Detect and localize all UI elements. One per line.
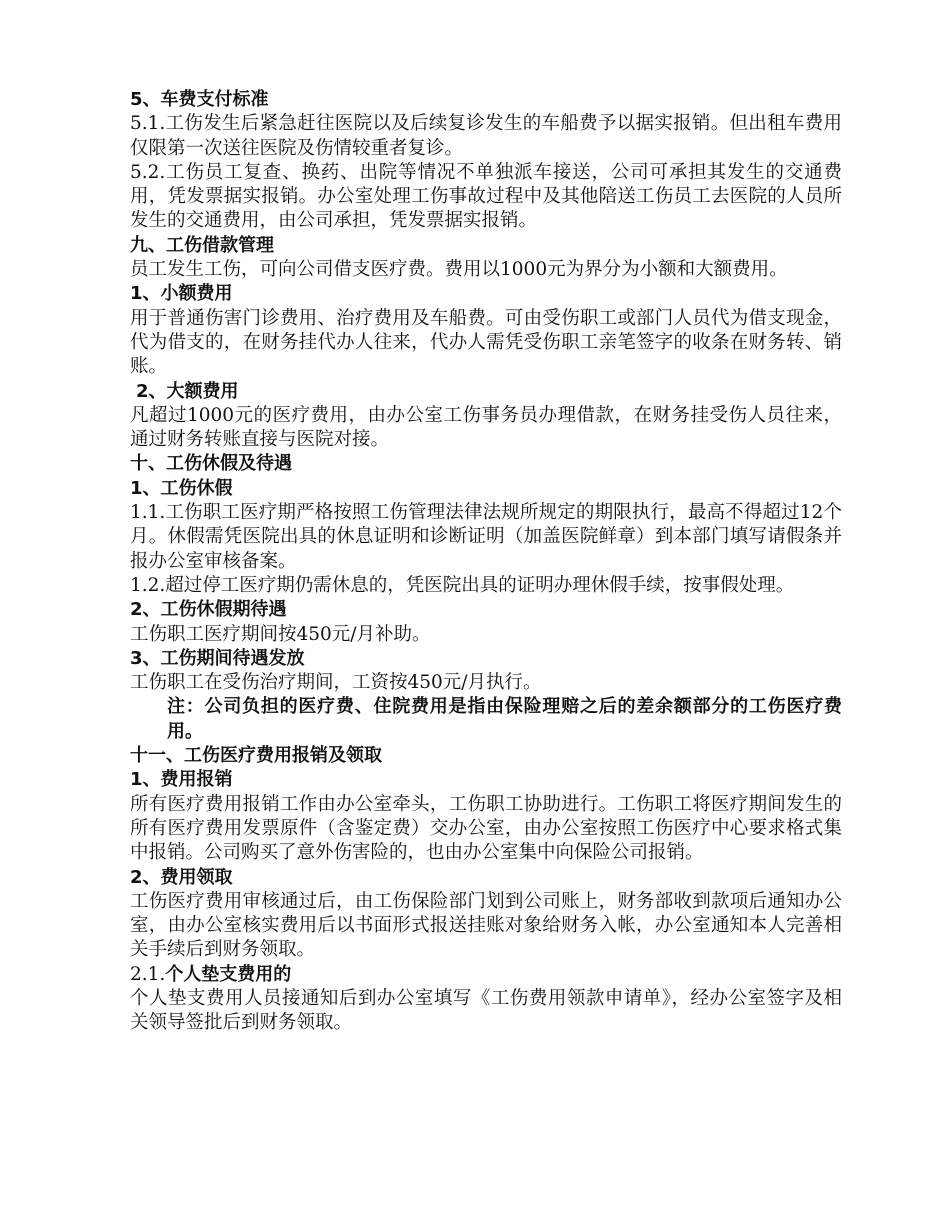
- section-heading: 九、工伤借款管理: [130, 234, 274, 256]
- body-paragraph: 员工发生工伤，可向公司借支医疗费。费用以1000元为界分为小额和大额费用。: [130, 259, 788, 281]
- body-paragraph: 5.1.工伤发生后紧急赶往医院以及后续复诊发生的车船费予以据实报销。但出租车费用仅限第一次送往医院及伤情较重者复诊。: [130, 113, 842, 159]
- body-paragraph: 工伤医疗费用审核通过后，由工伤保险部门划到公司账上，财务部收到款项后通知办公室，由办公室核实费用后以书面形式报送挂账对象给财务入帐，办公室通知本人完善相关手续后到财务领取。: [130, 890, 842, 961]
- body-paragraph: 工伤职工医疗期间按450元/月补助。: [130, 623, 431, 645]
- subsection-title: 个人垫支费用的: [165, 963, 292, 985]
- section-heading: 1、工伤休假: [130, 477, 233, 499]
- body-paragraph: 凡超过1000元的医疗费用，由办公室工伤事务员办理借款，在财务挂受伤人员往来，通过财务转账直接与医院对接。: [130, 404, 842, 451]
- section-heading: 2、大额费用: [136, 380, 239, 402]
- body-paragraph: 所有医疗费用报销工作由办公室牵头，工伤职工协助进行。工伤职工将医疗期间发生的所有医疗费用发票原件（含鉴定费）交办公室，由办公室按照工伤医疗中心要求格式集中报销。公司购买了意外伤害险的，也由办公室集中向保险公司报销。: [130, 793, 842, 864]
- body-paragraph: 1.1.工伤职工医疗期严格按照工伤管理法律法规所规定的期限执行，最高不得超过12个月。休假需凭医院出具的休息证明和诊断证明（加盖医院鲜章）到本部门填写请假条并报办公室审核备案。: [130, 502, 842, 572]
- section-heading: 5、车费支付标准: [130, 89, 269, 110]
- body-paragraph: 5.2.工伤员工复查、换药、出院等情况不单独派车接送，公司可承担其发生的交通费用，凭发票据实报销。办公室处理工伤事故过程中及其他陪送工伤员工去医院的人员所发生的交通费用，由公司承担，凭发票据实报销。: [130, 161, 842, 232]
- body-paragraph: 1.2.超过停工医疗期仍需休息的，凭医院出具的证明办理休假手续，按事假处理。: [130, 574, 795, 596]
- subsection-heading: [130, 963, 842, 987]
- section-heading: 1、费用报销: [130, 769, 233, 791]
- section-heading: 1、小额费用: [130, 283, 233, 305]
- section-heading: 十、工伤休假及待遇: [130, 453, 292, 475]
- note-paragraph: 注：公司负担的医疗费、住院费用是指由保险理赔之后的差余额部分的工伤医疗费用。: [167, 696, 842, 742]
- body-paragraph: 工伤职工在受伤治疗期间，工资按450元/月执行。: [130, 672, 542, 694]
- document-page: [130, 88, 842, 1036]
- body-paragraph: 用于普通伤害门诊费用、治疗费用及车船费。可由受伤职工或部门人员代为借支现金，代为借支的，在财务挂代办人往来，代办人需凭受伤职工亲笔签字的收条在财务转、销账。: [130, 307, 842, 378]
- subsection-number: 2.1.: [130, 963, 166, 985]
- section-heading: 2、工伤休假期待遇: [130, 599, 287, 621]
- body-paragraph: 个人垫支费用人员接通知后到办公室填写《工伤费用领款申请单》，经办公室签字及相关领导签批后到财务领取。: [130, 987, 842, 1034]
- section-heading: 2、费用领取: [130, 866, 233, 888]
- section-heading: 十一、工伤医疗费用报销及领取: [130, 745, 382, 767]
- section-heading: 3、工伤期间待遇发放: [130, 647, 305, 669]
